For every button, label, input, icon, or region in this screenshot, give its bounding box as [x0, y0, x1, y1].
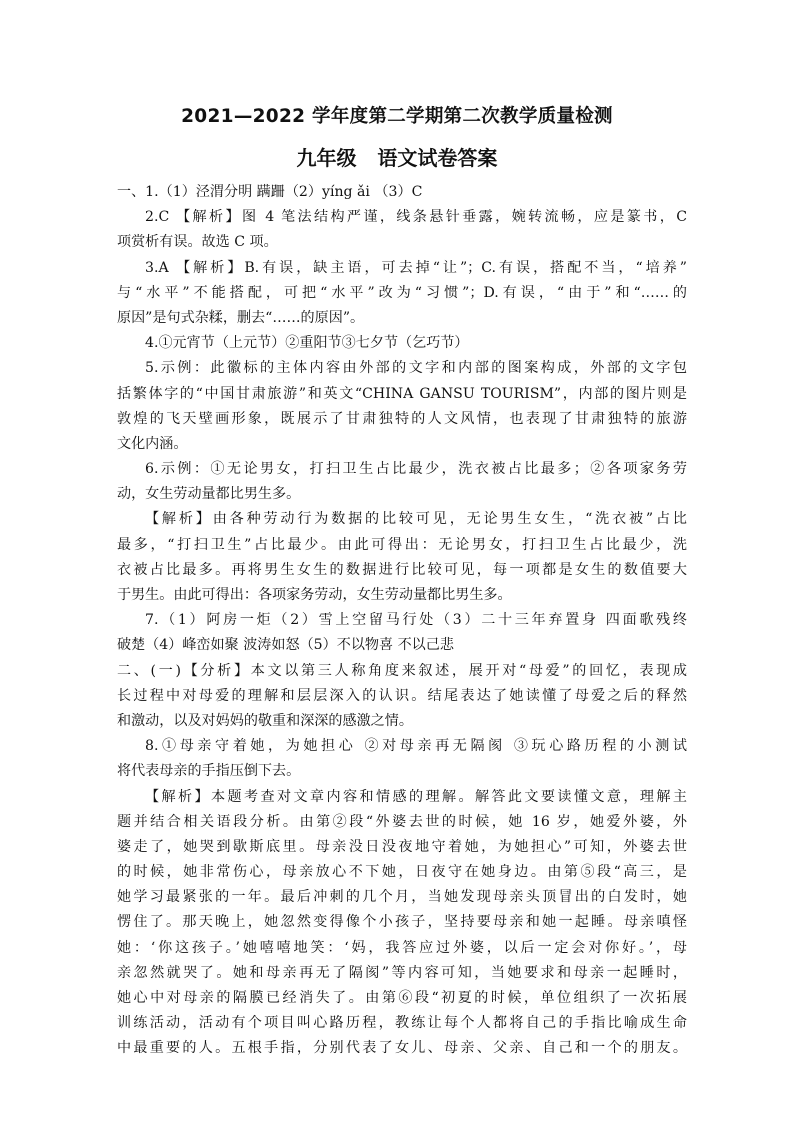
answer-line: 【解析】本题考查对文章内容和情感的理解。解答此文要读懂文意，理解主	[145, 788, 687, 805]
answer-line: 破楚（4）峰峦如聚 波涛如怒（5）不以物喜 不以己悲	[117, 637, 454, 654]
answer-line: 文化内涵。	[117, 435, 188, 452]
answer-line: 于男生。由此可得出：各项家务劳动，女生劳动量都比男生多。	[117, 587, 512, 603]
answer-line: 和激动，以及对妈妈的敬重和深深的感激之情。	[117, 712, 413, 729]
answer-line: 衣被占比最多。再将男生女生的数据进行比较可见，每一项都是女生的数值要大	[117, 561, 687, 578]
answer-body	[117, 180, 687, 1062]
answer-line: 长过程中对母爱的理解和层层深入的认识。结尾表达了她读懂了母爱之后的释然	[117, 687, 687, 704]
answer-line: 【解析】由各种劳动行为数据的比较可见，无论男生女生，“洗衣被”占比	[145, 511, 687, 528]
answer-line: 敦煌的飞天壁画形象，既展示了甘肃独特的人文风情，也表现了甘肃独特的旅游	[117, 410, 687, 427]
answer-line: 7.（1）阿房一炬（2）雪上空留马行处（3）二十三年弃置身 四面歌残终	[145, 612, 687, 629]
answer-line: 6.示例：①无论男女，打扫卫生占比最少，洗衣被占比最多；②各项家务劳	[145, 461, 687, 478]
answer-line: 她心中对母亲的隔膜已经消失了。由第⑥段“初夏的时候，单位组织了一次拓展	[117, 990, 687, 1006]
answer-line: 一、1.（1）泾渭分明 蹒跚（2）yíng ǎi （3）C	[117, 184, 423, 200]
answer-line: 题并结合相关语段分析。由第②段“外婆去世的时候，她 16 岁，她爱外婆，外	[117, 813, 687, 830]
answer-line: 愣住了。那天晚上，她忽然变得像个小孩子，坚持要母亲和她一起睡。母亲嗔怪	[117, 914, 687, 931]
answer-line: 婆走了，她哭到歇斯底里。母亲没日没夜地守着她，为她担心”可知，外婆去世	[117, 838, 687, 855]
answer-line: 5.示例：此徽标的主体内容由外部的文字和内部的图案构成，外部的文字包	[145, 360, 687, 377]
answer-line: 她：‘你这孩子。’她嘻嘻地笑：‘妈，我答应过外婆，以后一定会对你好。’，母	[117, 939, 687, 956]
answer-line: 原因”是句式杂糅，删去“……的原因”。	[117, 309, 365, 326]
answer-line: 项赏析有误。故选 C 项。	[117, 234, 278, 251]
answer-line: 她学习最紧张的一年。最后冲刺的几个月，当她发现母亲头顶冒出的白发时，她	[117, 889, 687, 906]
answer-line: 中最重要的人。五根手指，分别代表了女儿、母亲、父亲、自己和一个的朋友。	[117, 1040, 687, 1057]
page-title: 2021—2022 学年度第二学期第二次教学质量检测	[181, 106, 613, 127]
answer-line: 与“水平”不能搭配，可把“水平”改为“习惯”；D.有误，“由于”和“……的	[117, 284, 687, 301]
answer-line: 亲忽然就哭了。她和母亲再无了隔阂”等内容可知，当她要求和母亲一起睡时，	[117, 964, 687, 981]
answer-line: 8.①母亲守着她，为她担心 ②对母亲再无隔阂 ③玩心路历程的小测试	[145, 738, 687, 755]
answer-line: 将代表母亲的手指压倒下去。	[117, 763, 301, 780]
answer-line: 括繁体字的“中国甘肃旅游”和英文“CHINA GANSU TOURISM”，内部的图片则是	[117, 385, 687, 402]
answer-line: 2.C 【解析】图 4 笔法结构严谨，线条悬针垂露，婉转流畅，应是篆书，C	[145, 209, 687, 226]
page-subtitle: 九年级 语文试卷答案	[296, 146, 498, 170]
answer-line: 训练活动，活动有个项目叫心路历程，教练让每个人都将自己的手指比喻成生命	[117, 1015, 687, 1032]
answer-line: 3.A 【解析】B.有误，缺主语，可去掉“让”；C.有误，搭配不当，“培养”	[145, 259, 687, 276]
answer-line: 动，女生劳动量都比男生多。	[117, 486, 301, 503]
answer-line: 4.①元宵节（上元节）②重阳节③七夕节（乞巧节）	[145, 335, 469, 352]
answer-line: 二、(一)【分析】本文以第三人称角度来叙述，展开对“母爱”的回忆，表现成	[117, 662, 687, 679]
answer-line: 最多，“打扫卫生”占比最少。由此可得出：无论男女，打扫卫生占比最少，洗	[117, 536, 687, 553]
answer-line: 的时候，她非常伤心，母亲放心不下她，日夜守在她身边。由第⑤段“高三，是	[117, 864, 687, 881]
